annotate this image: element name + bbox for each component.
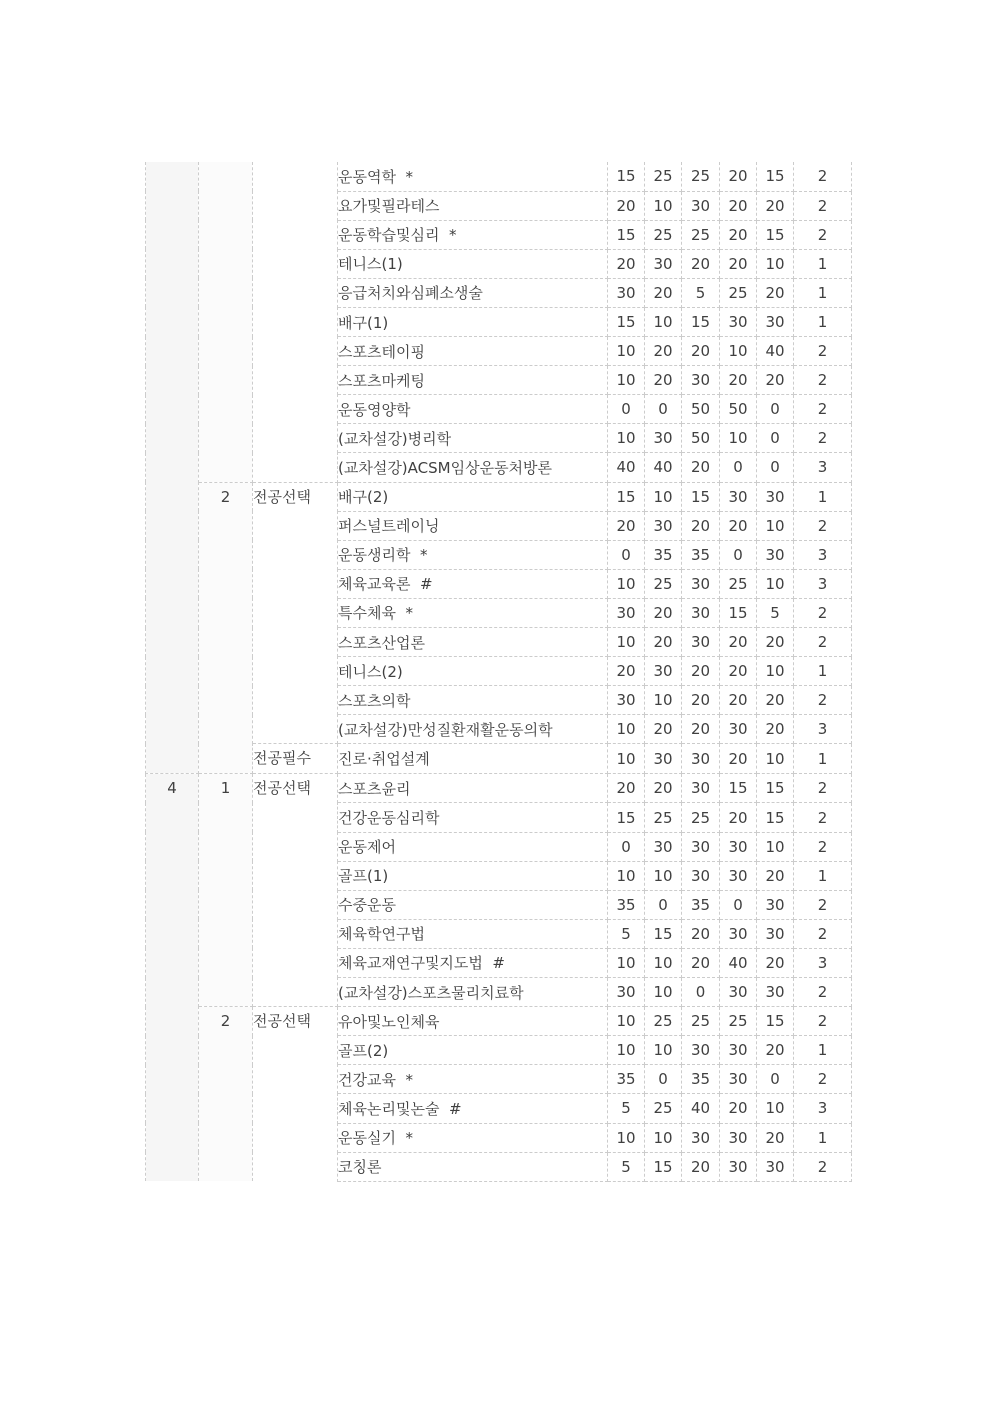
score-cell-5: 10 [757,744,794,774]
score-cell-1: 35 [608,1065,645,1094]
credit-cell: 3 [794,1094,852,1123]
credit-cell: 2 [794,162,852,191]
score-cell-2: 20 [645,715,682,744]
credit-cell: 1 [794,657,852,686]
score-cell-1: 5 [608,919,645,948]
course-name-cell: 진로·취업설계 [338,744,608,774]
course-name-cell: 스포츠테이핑 [338,337,608,366]
credit-cell: 1 [794,307,852,336]
credit-cell: 3 [794,540,852,569]
score-cell-1: 30 [608,278,645,307]
score-cell-4: 20 [720,220,757,249]
score-cell-1: 10 [608,569,645,598]
score-cell-1: 10 [608,744,645,774]
score-cell-3: 20 [682,715,720,744]
score-cell-5: 20 [757,628,794,657]
score-cell-3: 20 [682,657,720,686]
score-cell-3: 25 [682,162,720,191]
course-name-cell: 테니스(1) [338,249,608,278]
course-name-cell: 체육학연구법 [338,919,608,948]
score-cell-4: 30 [720,715,757,744]
score-cell-4: 30 [720,861,757,890]
credit-cell: 2 [794,511,852,540]
course-name-cell: (교차설강)ACSM임상운동처방론 [338,453,608,482]
score-cell-3: 15 [682,482,720,511]
score-cell-1: 5 [608,1094,645,1123]
course-name-cell: 골프(1) [338,861,608,890]
score-cell-3: 20 [682,249,720,278]
course-name-cell: 체육논리및논술 # [338,1094,608,1123]
score-cell-4: 20 [720,628,757,657]
score-cell-5: 30 [757,307,794,336]
grade-cell [146,162,199,774]
credit-cell: 2 [794,366,852,395]
course-name-cell: 운동생리학 * [338,540,608,569]
table-row [146,482,852,511]
score-cell-2: 0 [645,395,682,424]
score-cell-5: 40 [757,337,794,366]
credit-cell: 2 [794,1007,852,1036]
score-cell-1: 0 [608,395,645,424]
score-cell-5: 20 [757,1123,794,1152]
credit-cell: 2 [794,628,852,657]
score-cell-5: 30 [757,540,794,569]
score-cell-2: 10 [645,948,682,977]
credit-cell: 2 [794,978,852,1007]
score-cell-4: 25 [720,1007,757,1036]
credit-cell: 3 [794,948,852,977]
score-cell-5: 10 [757,657,794,686]
course-name-cell: (교차설강)스포츠물리치료학 [338,978,608,1007]
score-cell-4: 30 [720,307,757,336]
score-cell-1: 30 [608,978,645,1007]
score-cell-2: 10 [645,686,682,715]
score-cell-3: 20 [682,511,720,540]
score-cell-4: 20 [720,366,757,395]
course-name-cell: 스포츠마케팅 [338,366,608,395]
score-cell-4: 25 [720,278,757,307]
score-cell-5: 20 [757,861,794,890]
credit-cell: 3 [794,715,852,744]
score-cell-1: 0 [608,540,645,569]
score-cell-5: 10 [757,832,794,861]
score-cell-4: 50 [720,395,757,424]
score-cell-1: 15 [608,220,645,249]
score-cell-4: 30 [720,1123,757,1152]
score-cell-3: 20 [682,686,720,715]
credit-cell: 1 [794,744,852,774]
score-cell-4: 30 [720,1036,757,1065]
score-cell-5: 20 [757,948,794,977]
semester-cell: 1 [199,774,253,1007]
score-cell-5: 30 [757,482,794,511]
score-cell-2: 25 [645,803,682,832]
credit-cell: 2 [794,598,852,627]
score-cell-4: 30 [720,832,757,861]
score-cell-5: 10 [757,249,794,278]
score-cell-3: 30 [682,569,720,598]
credit-cell: 2 [794,220,852,249]
score-cell-4: 25 [720,569,757,598]
course-name-cell: 수중운동 [338,890,608,919]
score-cell-1: 10 [608,948,645,977]
score-cell-3: 20 [682,1152,720,1181]
score-cell-2: 30 [645,511,682,540]
score-cell-5: 10 [757,1094,794,1123]
score-cell-2: 30 [645,657,682,686]
score-cell-5: 20 [757,278,794,307]
score-cell-2: 0 [645,1065,682,1094]
score-cell-3: 30 [682,366,720,395]
course-name-cell: 건강교육 * [338,1065,608,1094]
score-cell-2: 25 [645,1094,682,1123]
score-cell-2: 25 [645,220,682,249]
category-cell [253,162,338,482]
credit-cell: 2 [794,395,852,424]
credit-cell: 1 [794,249,852,278]
score-cell-1: 10 [608,366,645,395]
score-cell-4: 40 [720,948,757,977]
course-name-cell: 운동제어 [338,832,608,861]
category-cell: 전공선택 [253,482,338,744]
score-cell-1: 10 [608,337,645,366]
score-cell-3: 20 [682,919,720,948]
curriculum-table [145,162,852,1182]
credit-cell: 2 [794,919,852,948]
course-name-cell: 테니스(2) [338,657,608,686]
score-cell-1: 15 [608,803,645,832]
course-name-cell: 운동영양학 [338,395,608,424]
score-cell-3: 30 [682,832,720,861]
credit-cell: 1 [794,861,852,890]
score-cell-5: 30 [757,890,794,919]
course-name-cell: 체육교재연구및지도법 # [338,948,608,977]
score-cell-5: 30 [757,919,794,948]
document-page [145,162,852,1182]
score-cell-4: 0 [720,540,757,569]
score-cell-2: 20 [645,278,682,307]
credit-cell: 2 [794,832,852,861]
score-cell-5: 10 [757,569,794,598]
score-cell-1: 20 [608,511,645,540]
score-cell-3: 15 [682,307,720,336]
category-cell: 전공필수 [253,744,338,774]
score-cell-2: 30 [645,249,682,278]
table-row [146,162,852,191]
score-cell-1: 20 [608,657,645,686]
score-cell-5: 30 [757,978,794,1007]
course-name-cell: 응급처치와심폐소생술 [338,278,608,307]
score-cell-4: 30 [720,978,757,1007]
course-name-cell: (교차설강)병리학 [338,424,608,453]
score-cell-2: 10 [645,1123,682,1152]
score-cell-2: 15 [645,1152,682,1181]
score-cell-3: 30 [682,598,720,627]
score-cell-1: 20 [608,249,645,278]
score-cell-3: 5 [682,278,720,307]
score-cell-2: 10 [645,978,682,1007]
score-cell-2: 10 [645,307,682,336]
score-cell-5: 20 [757,715,794,744]
score-cell-5: 15 [757,220,794,249]
score-cell-2: 20 [645,598,682,627]
score-cell-4: 0 [720,890,757,919]
score-cell-4: 20 [720,803,757,832]
credit-cell: 3 [794,453,852,482]
score-cell-1: 40 [608,453,645,482]
score-cell-4: 30 [720,919,757,948]
score-cell-3: 35 [682,890,720,919]
course-name-cell: 배구(1) [338,307,608,336]
score-cell-2: 30 [645,744,682,774]
score-cell-1: 10 [608,628,645,657]
score-cell-1: 30 [608,686,645,715]
score-cell-1: 15 [608,307,645,336]
score-cell-4: 30 [720,1152,757,1181]
score-cell-5: 0 [757,1065,794,1094]
credit-cell: 1 [794,1123,852,1152]
score-cell-1: 10 [608,424,645,453]
score-cell-4: 20 [720,249,757,278]
score-cell-1: 10 [608,1123,645,1152]
score-cell-3: 35 [682,1065,720,1094]
score-cell-2: 30 [645,832,682,861]
score-cell-4: 20 [720,191,757,220]
score-cell-5: 20 [757,1036,794,1065]
credit-cell: 2 [794,1065,852,1094]
score-cell-1: 10 [608,715,645,744]
score-cell-3: 40 [682,1094,720,1123]
score-cell-3: 35 [682,540,720,569]
score-cell-3: 30 [682,744,720,774]
course-name-cell: 스포츠의학 [338,686,608,715]
score-cell-1: 15 [608,482,645,511]
score-cell-2: 25 [645,1007,682,1036]
table-row [146,774,852,803]
score-cell-4: 20 [720,511,757,540]
score-cell-5: 15 [757,774,794,803]
score-cell-4: 10 [720,337,757,366]
grade-cell: 4 [146,774,199,1181]
score-cell-3: 30 [682,1123,720,1152]
score-cell-5: 10 [757,511,794,540]
table-row [146,1007,852,1036]
score-cell-2: 20 [645,337,682,366]
score-cell-2: 10 [645,1036,682,1065]
score-cell-5: 20 [757,191,794,220]
score-cell-5: 15 [757,803,794,832]
score-cell-4: 20 [720,744,757,774]
score-cell-5: 20 [757,366,794,395]
credit-cell: 1 [794,278,852,307]
score-cell-5: 15 [757,162,794,191]
course-name-cell: 특수체육 * [338,598,608,627]
score-cell-3: 25 [682,1007,720,1036]
course-name-cell: 건강운동심리학 [338,803,608,832]
score-cell-1: 35 [608,890,645,919]
credit-cell: 2 [794,424,852,453]
score-cell-3: 50 [682,395,720,424]
score-cell-4: 20 [720,657,757,686]
category-cell: 전공선택 [253,1007,338,1182]
course-name-cell: 유아및노인체육 [338,1007,608,1036]
score-cell-1: 30 [608,598,645,627]
score-cell-1: 0 [608,832,645,861]
course-name-cell: 골프(2) [338,1036,608,1065]
score-cell-1: 10 [608,861,645,890]
credit-cell: 2 [794,191,852,220]
score-cell-5: 30 [757,1152,794,1181]
score-cell-2: 25 [645,569,682,598]
score-cell-5: 0 [757,395,794,424]
score-cell-4: 15 [720,774,757,803]
credit-cell: 1 [794,1036,852,1065]
score-cell-2: 10 [645,191,682,220]
semester-cell [199,162,253,482]
semester-cell: 2 [199,1007,253,1182]
course-name-cell: 배구(2) [338,482,608,511]
score-cell-2: 25 [645,162,682,191]
score-cell-3: 30 [682,628,720,657]
score-cell-2: 20 [645,774,682,803]
semester-cell: 2 [199,482,253,774]
score-cell-3: 25 [682,220,720,249]
score-cell-5: 0 [757,453,794,482]
score-cell-5: 0 [757,424,794,453]
score-cell-2: 10 [645,861,682,890]
course-name-cell: 운동학습및심리 * [338,220,608,249]
course-name-cell: 스포츠산업론 [338,628,608,657]
score-cell-3: 30 [682,191,720,220]
score-cell-4: 20 [720,1094,757,1123]
score-cell-1: 10 [608,1007,645,1036]
score-cell-3: 20 [682,948,720,977]
score-cell-1: 10 [608,1036,645,1065]
course-name-cell: 코칭론 [338,1152,608,1181]
score-cell-3: 20 [682,453,720,482]
score-cell-3: 20 [682,337,720,366]
category-cell: 전공선택 [253,774,338,1007]
score-cell-2: 0 [645,890,682,919]
score-cell-2: 20 [645,366,682,395]
score-cell-2: 30 [645,424,682,453]
score-cell-2: 40 [645,453,682,482]
course-name-cell: 스포츠윤리 [338,774,608,803]
score-cell-3: 25 [682,803,720,832]
credit-cell: 2 [794,337,852,366]
score-cell-2: 35 [645,540,682,569]
score-cell-3: 30 [682,1036,720,1065]
score-cell-5: 20 [757,686,794,715]
credit-cell: 3 [794,569,852,598]
score-cell-4: 20 [720,162,757,191]
course-name-cell: 운동실기 * [338,1123,608,1152]
score-cell-4: 20 [720,686,757,715]
course-name-cell: 체육교육론 # [338,569,608,598]
credit-cell: 2 [794,803,852,832]
course-name-cell: 퍼스널트레이닝 [338,511,608,540]
score-cell-4: 15 [720,598,757,627]
score-cell-3: 30 [682,861,720,890]
score-cell-1: 5 [608,1152,645,1181]
score-cell-5: 15 [757,1007,794,1036]
score-cell-1: 20 [608,774,645,803]
score-cell-4: 0 [720,453,757,482]
score-cell-3: 30 [682,774,720,803]
score-cell-1: 20 [608,191,645,220]
credit-cell: 2 [794,890,852,919]
course-name-cell: (교차설강)만성질환재활운동의학 [338,715,608,744]
credit-cell: 2 [794,774,852,803]
score-cell-2: 10 [645,482,682,511]
score-cell-2: 20 [645,628,682,657]
course-name-cell: 요가및필라테스 [338,191,608,220]
credit-cell: 2 [794,1152,852,1181]
credit-cell: 2 [794,686,852,715]
score-cell-4: 10 [720,424,757,453]
score-cell-3: 50 [682,424,720,453]
curriculum-table-body [146,162,852,1181]
score-cell-1: 15 [608,162,645,191]
course-name-cell: 운동역학 * [338,162,608,191]
credit-cell: 1 [794,482,852,511]
score-cell-2: 15 [645,919,682,948]
score-cell-5: 5 [757,598,794,627]
score-cell-4: 30 [720,1065,757,1094]
score-cell-3: 0 [682,978,720,1007]
score-cell-4: 30 [720,482,757,511]
